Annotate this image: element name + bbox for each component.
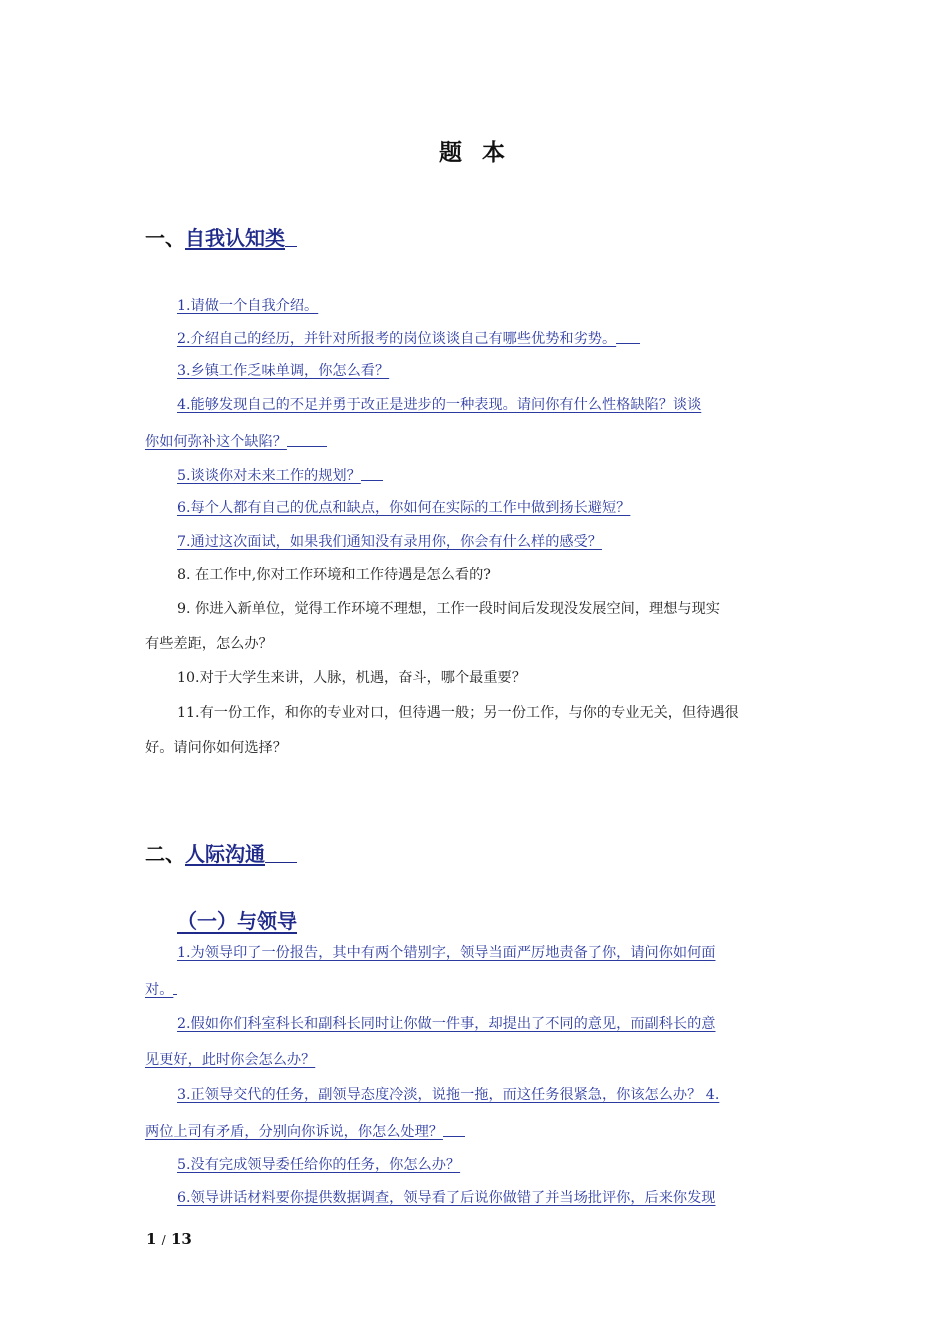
section-heading-interpersonal xyxy=(145,838,297,867)
page-total: 13 xyxy=(170,1230,192,1248)
underline-pad xyxy=(285,228,297,247)
section-title-link[interactable]: 人际沟通 xyxy=(185,842,265,866)
question-link[interactable]: 6.每个人都有自己的优点和缺点，你如何在实际的工作中做到扬长避短？ xyxy=(177,500,631,516)
section-title-link[interactable]: 自我认知类 xyxy=(185,226,285,250)
question-link[interactable]: 5.没有完成领导委任给你的任务，你怎么办？ xyxy=(177,1157,461,1173)
question-link[interactable]: 4.能够发现自己的不足并勇于改正是进步的一种表现。请问你有什么性格缺陷？谈谈 xyxy=(177,397,702,413)
subsection-heading-leadership[interactable]: （一）与领导 xyxy=(177,909,297,933)
question-text: 10.对于大学生来讲，人脉，机遇，奋斗，哪个最重要？ xyxy=(177,670,526,686)
question-text: 9. 你进入新单位，觉得工作环境不理想，工作一段时间后发现没发展空间，理想与现实 xyxy=(177,601,720,617)
question-link[interactable]: 6.领导讲话材料要你提供数据调查，领导看了后说你做错了并当场批评你，后来你发现 xyxy=(177,1190,716,1206)
question-link-continued[interactable]: 见更好，此时你会怎么办？ xyxy=(145,1052,316,1068)
underline-pad xyxy=(265,844,297,863)
page-title: 题 本 xyxy=(438,140,511,166)
section-number: 一、 xyxy=(145,226,185,250)
page-current: 1 xyxy=(146,1230,157,1248)
question-link[interactable]: 1.为领导印了一份报告，其中有两个错别字，领导当面严厉地责备了你，请问你如何面 xyxy=(177,945,716,961)
question-text-continued: 有些差距，怎么办？ xyxy=(145,636,273,652)
page-separator: / xyxy=(161,1233,166,1247)
section-number: 二、 xyxy=(145,842,185,866)
question-link-continued[interactable]: 你如何弥补这个缺陷？ xyxy=(145,431,327,452)
question-link[interactable]: 5.谈谈你对未来工作的规划？ xyxy=(177,465,383,486)
question-link[interactable]: 3.乡镇工作乏味单调，你怎么看？ xyxy=(177,363,390,379)
question-link-continued[interactable]: 对。 xyxy=(145,979,177,1000)
question-link[interactable]: 3.正领导交代的任务，副领导态度冷淡，说拖一拖，而这任务很紧急，你该怎么办？ 4. xyxy=(177,1087,720,1103)
question-link[interactable]: 2.介绍自己的经历，并针对所报考的岗位谈谈自己有哪些优势和劣势。 xyxy=(177,328,640,349)
question-link[interactable]: 7.通过这次面试，如果我们通知没有录用你，你会有什么样的感受？ xyxy=(177,534,602,550)
question-text: 11.有一份工作，和你的专业对口，但待遇一般；另一份工作，与你的专业无关，但待遇很 xyxy=(177,705,739,721)
page-number xyxy=(146,1230,192,1248)
section-heading-self-awareness xyxy=(145,222,297,251)
question-link-continued[interactable]: 两位上司有矛盾，分别向你诉说，你怎么处理？ xyxy=(145,1121,465,1142)
question-link[interactable]: 2.假如你们科室科长和副科长同时让你做一件事，却提出了不同的意见，而副科长的意 xyxy=(177,1016,716,1032)
question-link[interactable]: 1.请做一个自我介绍。 xyxy=(177,298,319,314)
question-text: 8. 在工作中,你对工作环境和工作待遇是怎么看的? xyxy=(177,567,491,583)
question-text-continued: 好。请问你如何选择？ xyxy=(145,740,287,756)
